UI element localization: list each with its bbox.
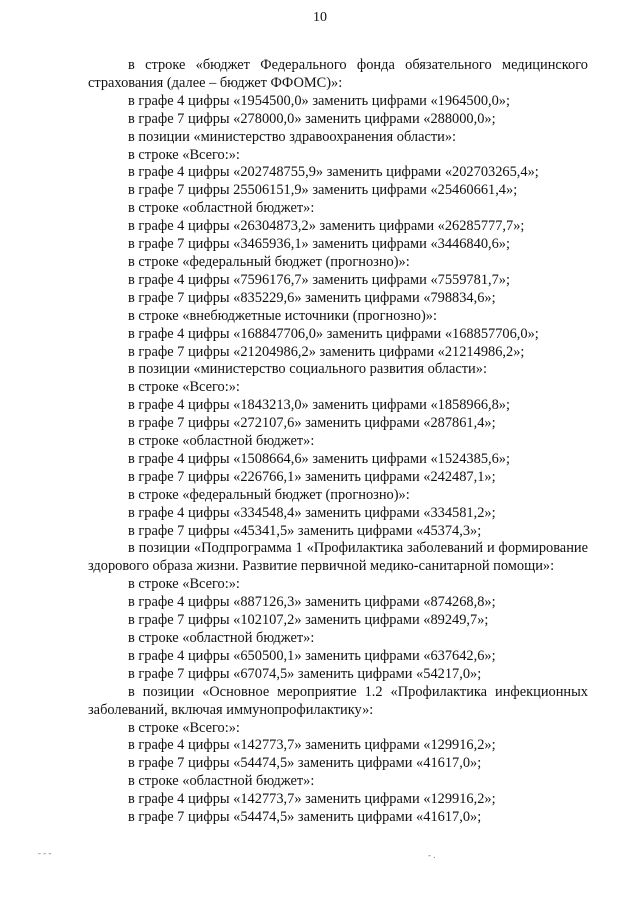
text-line: в графе 4 цифры «1843213,0» заменить цифрами «1858966,8»; <box>128 397 510 414</box>
text-line: в графе 7 цифры «278000,0» заменить цифрами «288000,0»; <box>128 110 496 127</box>
text-line: страхования (далее – бюджет ФФОМС)»: <box>88 74 343 91</box>
text-line: в строке «Всего:»: <box>128 719 240 736</box>
text-line: в графе 7 цифры «226766,1» заменить цифрами «242487,1»; <box>128 468 496 485</box>
text-line: в графе 4 цифры «887126,3» заменить цифрами «874268,8»; <box>128 594 496 611</box>
text-line: в строке «внебюджетные источники (прогнозно)»: <box>128 307 437 324</box>
scan-artifact-right: - . <box>428 850 436 860</box>
text-line: в позиции «Основное мероприятие 1.2 «Профилактика инфекционных <box>128 683 588 700</box>
text-line: в графе 4 цифры «650500,1» заменить цифрами «637642,6»; <box>128 647 496 664</box>
text-line: в графе 4 цифры «1508664,6» заменить цифрами «1524385,6»; <box>128 450 510 467</box>
text-line: в строке «Всего:»: <box>128 379 240 396</box>
text-line: в строке «областной бюджет»: <box>128 773 315 790</box>
text-line: в строке «областной бюджет»: <box>128 200 315 217</box>
text-line: в строке «Всего:»: <box>128 146 240 163</box>
text-line: в позиции «Подпрограмма 1 «Профилактика заболеваний и формирование <box>128 540 588 557</box>
text-line: в строке «областной бюджет»: <box>128 433 315 450</box>
text-line: в строке «областной бюджет»: <box>128 630 315 646</box>
text-line: в графе 7 цифры «102107,2» заменить цифрами «89249,7»; <box>128 612 489 629</box>
text-line: в графе 7 цифры «3465936,1» заменить цифрами «3446840,6»; <box>128 236 510 253</box>
text-line: в строке «бюджет Федерального фонда обязательного медицинского <box>128 57 588 73</box>
page-number: 10 <box>313 10 327 25</box>
text-line: в позиции «министерство социального развития области»: <box>128 361 487 378</box>
text-line: в графе 7 цифры «272107,6» заменить цифрами «287861,4»; <box>128 415 496 432</box>
text-line: в графе 4 цифры «142773,7» заменить цифрами «129916,2»; <box>128 791 496 808</box>
text-line: в графе 7 цифры «54474,5» заменить цифрами «41617,0»; <box>128 755 482 772</box>
text-line: в графе 4 цифры «202748755,9» заменить цифрами «202703265,4»; <box>128 164 539 181</box>
text-line: в графе 7 цифры «21204986,2» заменить цифрами «21214986,2»; <box>128 343 525 360</box>
text-line: в графе 4 цифры «142773,7» заменить цифрами «129916,2»; <box>128 737 496 754</box>
text-line: в строке «Всего:»: <box>128 576 240 593</box>
text-line: в графе 4 цифры «334548,4» заменить цифрами «334581,2»; <box>128 504 496 521</box>
text-line: в графе 7 цифры «45341,5» заменить цифрами «45374,3»; <box>128 522 482 539</box>
text-line: в графе 7 цифры «54474,5» заменить цифрами «41617,0»; <box>128 809 482 826</box>
text-line: в строке «федеральный бюджет (прогнозно)»: <box>128 253 410 270</box>
text-line: здорового образа жизни. Развитие первичной медико-санитарной помощи»: <box>88 558 555 575</box>
text-line: в графе 7 цифры «835229,6» заменить цифрами «798834,6»; <box>128 289 496 306</box>
text-line: в графе 7 цифры «67074,5» заменить цифрами «54217,0»; <box>128 665 482 682</box>
text-line: в графе 4 цифры «7596176,7» заменить цифрами «7559781,7»; <box>128 271 510 288</box>
text-line: в позиции «министерство здравоохранения области»: <box>128 128 457 145</box>
text-line: в графе 4 цифры «26304873,2» заменить цифрами «26285777,7»; <box>128 218 525 235</box>
text-line: в графе 4 цифры «168847706,0» заменить цифрами «168857706,0»; <box>128 325 539 342</box>
text-line: в графе 7 цифры 25506151,9» заменить цифрами «25460661,4»; <box>128 182 518 199</box>
scan-artifact-left: - - - <box>38 848 52 858</box>
text-line: заболеваний, включая иммунопрофилактику»: <box>88 701 374 718</box>
text-line: в строке «федеральный бюджет (прогнозно)»: <box>128 486 410 503</box>
document-body <box>88 57 588 827</box>
text-line: в графе 4 цифры «1954500,0» заменить цифрами «1964500,0»; <box>128 92 510 109</box>
